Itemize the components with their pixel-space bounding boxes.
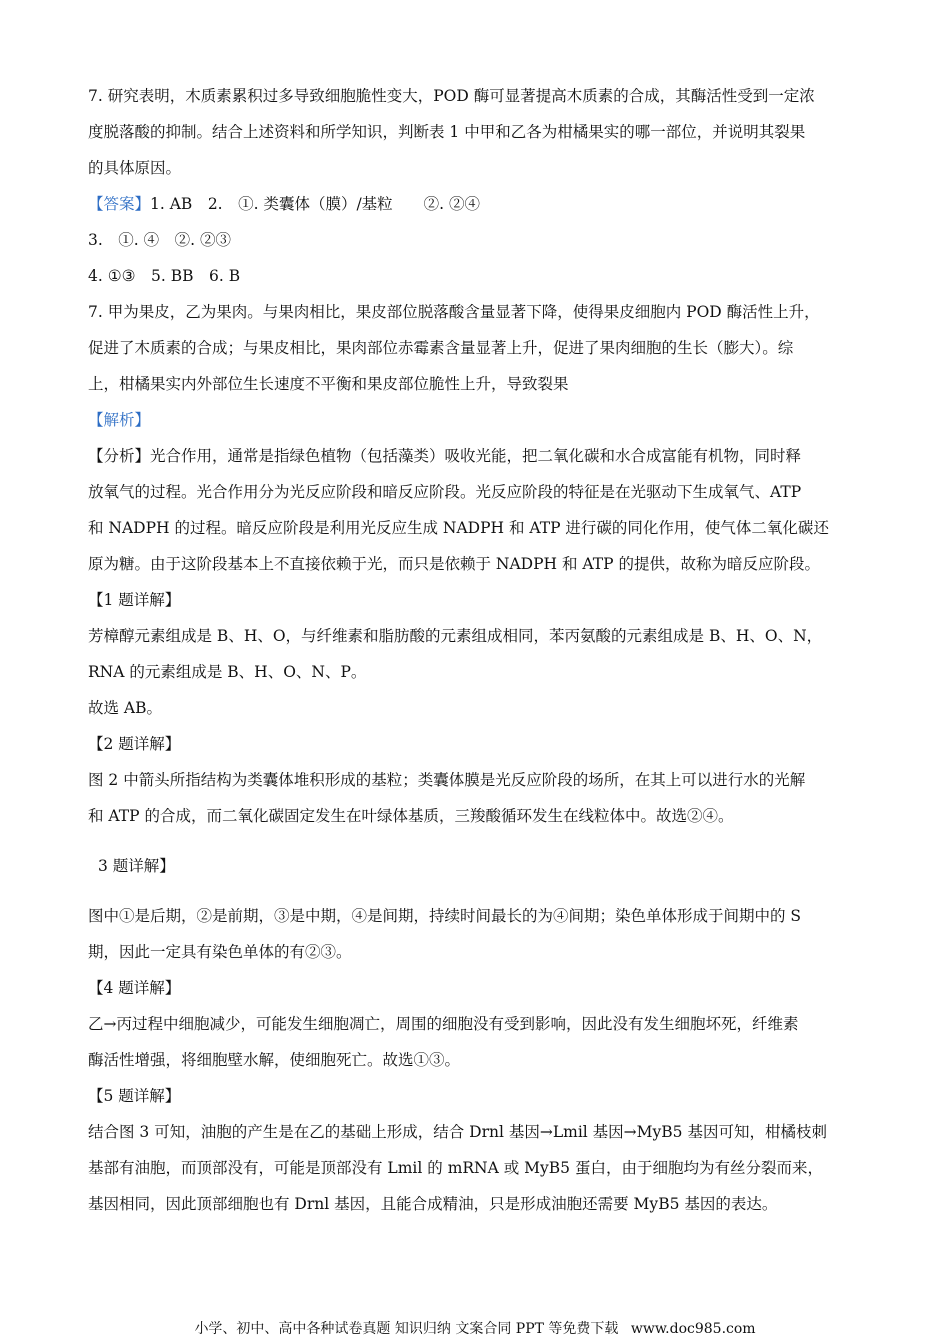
analysis-line-3: 和 NADPH 的过程。暗反应阶段是利用光反应生成 NADPH 和 ATP 进行碳的同化作用，使气体二氧化碳还	[88, 519, 829, 537]
question-7-line-2: 度脱落酸的抑制。结合上述资料和所学知识，判断表 1 中甲和乙各为柑橘果实的哪一部位，并说明其裂果	[88, 123, 806, 141]
document-body	[88, 78, 863, 1222]
answer-7-line-2: 促进了木质素的合成；与果皮相比，果肉部位赤霉素含量显著上升，促进了果肉细胞的生长（膨大）。综	[88, 339, 794, 357]
detail-3-heading: 3 题详解】	[98, 857, 175, 875]
footer-link[interactable]: www.doc985.com	[630, 1321, 756, 1337]
detail-4-line-1: 乙→丙过程中细胞减少，可能发生细胞凋亡，周围的细胞没有受到影响，因此没有发生细胞坏死，纤维素	[88, 1015, 799, 1033]
answer-tag: 【答案】	[88, 195, 151, 213]
answer-7-line-1: 7. 甲为果皮，乙为果肉。与果肉相比，果皮部位脱落酸含量显著下降，使得果皮细胞内 POD 酶活性上升，	[88, 303, 820, 321]
page-footer	[0, 1318, 950, 1338]
answer-text: 1. AB 2. ①. 类囊体（膜）/基粒 ②. ②④	[150, 195, 481, 213]
answer-line-3: 4. ①③ 5. BB 6. B	[88, 267, 241, 285]
analysis-line-1: 【分析】光合作用，通常是指绿色植物（包括藻类）吸收光能，把二氧化碳和水合成富能有机物，同时释	[88, 447, 802, 465]
detail-4-heading: 【4 题详解】	[88, 979, 181, 997]
detail-1-line-2: RNA 的元素组成是 B、H、O、N、P。	[88, 663, 367, 681]
detail-2-heading: 【2 题详解】	[88, 735, 181, 753]
answer-line-2: 3. ①. ④ ②. ②③	[88, 231, 231, 249]
detail-5-line-2: 基部有油胞，而顶部没有，可能是顶部没有 Lmil 的 mRNA 或 MyB5 蛋白，由于细胞均为有丝分裂而来，	[88, 1159, 823, 1177]
analysis-line-2: 放氧气的过程。光合作用分为光反应阶段和暗反应阶段。光反应阶段的特征是在光驱动下生成氧气、ATP	[88, 483, 802, 501]
detail-1-line-3: 故选 AB。	[88, 699, 163, 717]
analysis-tag: 【解析】	[88, 411, 151, 429]
detail-5-line-1: 结合图 3 可知，油胞的产生是在乙的基础上形成，结合 Drnl 基因→Lmil 基因→MyB5 基因可知，柑橘枝刺	[88, 1123, 827, 1141]
detail-2-line-2: 和 ATP 的合成，而二氧化碳固定发生在叶绿体基质，三羧酸循环发生在线粒体中。故选②④。	[88, 807, 734, 825]
detail-1-heading: 【1 题详解】	[88, 591, 181, 609]
detail-3-line-2: 期，因此一定具有染色单体的有②③。	[88, 943, 352, 961]
detail-5-line-3: 基因相同，因此顶部细胞也有 Drnl 基因，且能合成精油，只是形成油胞还需要 MyB5 基因的表达。	[88, 1195, 778, 1213]
detail-2-line-1: 图 2 中箭头所指结构为类囊体堆积形成的基粒；类囊体膜是光反应阶段的场所，在其上可以进行水的光解	[88, 771, 806, 789]
footer-text: 小学、初中、高中各种试卷真题 知识归纳 文案合同 PPT 等免费下载	[194, 1321, 619, 1337]
question-7-line-1: 7. 研究表明，木质素累积过多导致细胞脆性变大，POD 酶可显著提高木质素的合成，其酶活性受到一定浓	[88, 87, 815, 105]
question-7-line-3: 的具体原因。	[88, 159, 182, 177]
answer-line-1	[88, 186, 863, 222]
detail-3-line-1: 图中①是后期，②是前期，③是中期，④是间期，持续时间最长的为④间期；染色单体形成于间期中的 S	[88, 907, 802, 925]
detail-1-line-1: 芳樟醇元素组成是 B、H、O，与纤维素和脂肪酸的元素组成相同，苯丙氨酸的元素组成是 B、H、O、N，	[88, 627, 823, 645]
detail-5-heading: 【5 题详解】	[88, 1087, 181, 1105]
answer-7-line-3: 上，柑橘果实内外部位生长速度不平衡和果皮部位脆性上升，导致裂果	[88, 375, 569, 393]
analysis-line-4: 原为糖。由于这阶段基本上不直接依赖于光，而只是依赖于 NADPH 和 ATP 的提供，故称为暗反应阶段。	[88, 555, 820, 573]
detail-4-line-2: 酶活性增强，将细胞壁水解，使细胞死亡。故选①③。	[88, 1051, 461, 1069]
